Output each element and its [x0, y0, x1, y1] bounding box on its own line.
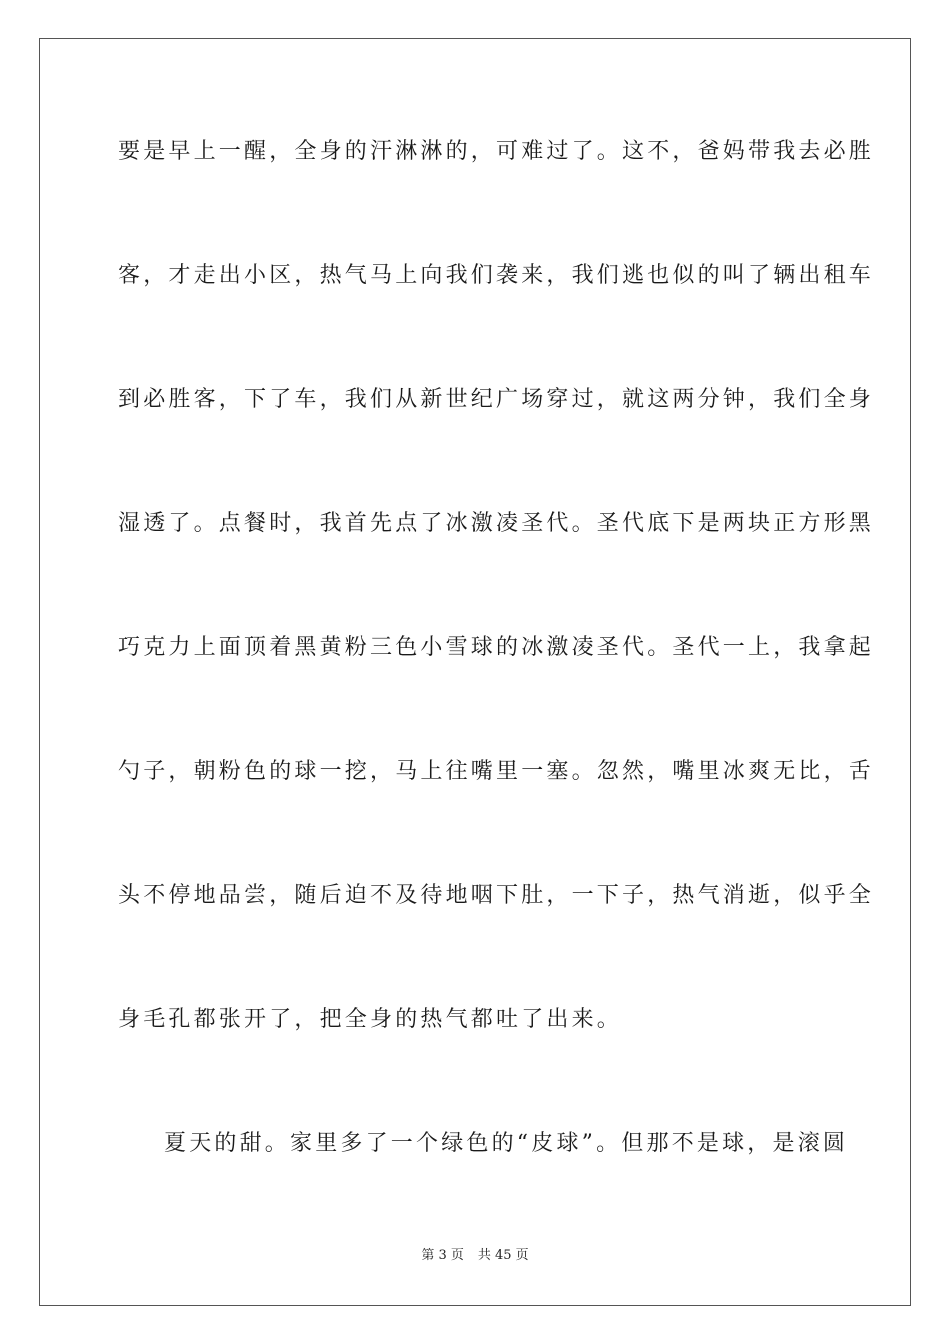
body-text-line-3: 到必胜客，下了车，我们从新世纪广场穿过，就这两分钟，我们全身 [118, 387, 875, 412]
body-text-line-4: 湿透了。点餐时，我首先点了冰激凌圣代。圣代底下是两块正方形黑 [118, 511, 875, 536]
page-frame [39, 38, 911, 1306]
total-pages: 共 45 页 [477, 1248, 529, 1263]
body-text-line-6: 勺子，朝粉色的球一挖，马上往嘴里一塞。忽然，嘴里冰爽无比，舌 [118, 759, 875, 784]
body-text-line-1: 要是早上一醒，全身的汗淋淋的，可难过了。这不，爸妈带我去必胜 [118, 139, 875, 164]
page-number: 第 3 页 [421, 1248, 464, 1263]
body-text-line-5: 巧克力上面顶着黑黄粉三色小雪球的冰激凌圣代。圣代一上，我拿起 [118, 635, 875, 660]
body-text-line-2: 客，才走出小区，热气马上向我们袭来，我们逃也似的叫了辆出租车 [118, 263, 875, 288]
page-footer [0, 1247, 950, 1265]
body-text-line-7: 头不停地品尝，随后迫不及待地咽下肚，一下子，热气消逝，似乎全 [118, 883, 875, 908]
body-text-line-9: 夏天的甜。家里多了一个绿色的“皮球”。但那不是球，是滚圆 [164, 1131, 849, 1156]
body-text-line-8: 身毛孔都张开了，把全身的热气都吐了出来。 [118, 1007, 623, 1032]
